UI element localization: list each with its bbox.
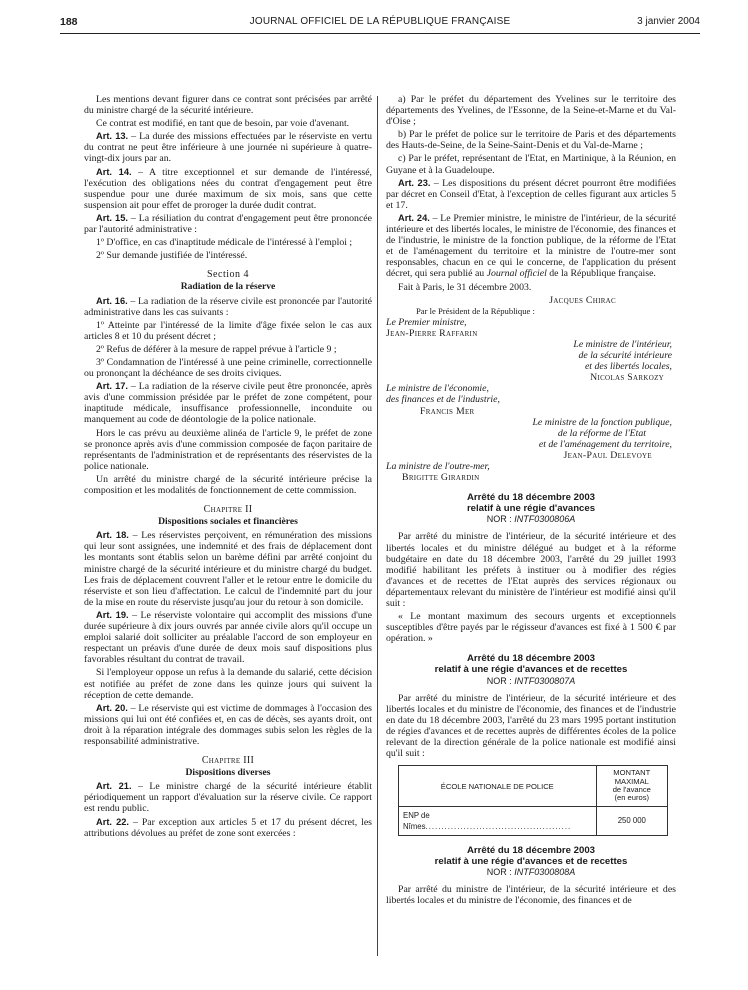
page-number: 188 — [60, 16, 78, 28]
article-text: – La durée des missions effectuées par le réserviste en vertu du contrat ne peut être inférieure à une journée ni supérieure à quatre-vingt-dix jours par an. — [84, 131, 372, 165]
signature-title: de la sécurité intérieure — [578, 350, 672, 362]
chapter-heading: Chapitre II — [203, 504, 253, 516]
article-17 — [84, 381, 372, 425]
article-label: Art. 24. — [398, 212, 430, 223]
chapter-title: Dispositions diverses — [185, 767, 271, 779]
article-label: Art. 18. — [96, 530, 129, 541]
article-label: Art. 23. — [398, 177, 431, 188]
list-item: b) Par le préfet de police sur le territoire de Paris et des départements des Hauts-de-Seine, de la Seine-Saint-Denis et du Val-de-Marne ; — [386, 129, 676, 152]
paragraph: Par arrêté du ministre de l'intérieur, de la sécurité intérieure et des libertés locales et du ministre de l'économie, des finances et de l'industrie en date du 18 décembre 2003, l'arrêté du 23 mars 1995 portant institution de régies d'avances et de recettes auprès de différentes écoles de la police relevant de la direction générale de la police nationale est modifié ainsi qu'il suit : — [386, 692, 676, 760]
article-label: Art. 13. — [96, 131, 129, 142]
journal-title: JOURNAL OFFICIEL DE LA RÉPUBLIQUE FRANÇAISE — [249, 16, 511, 27]
decree-subtitle: relatif à une régie d'avances et de recettes — [434, 664, 628, 675]
issue-date: 3 janvier 2004 — [637, 16, 700, 27]
article-24 — [386, 213, 676, 280]
article-text: – Les dispositions du présent décret pourront être modifiées par décret en Conseil d'Etat, à l'exception de celles figurant aux articles 5 et 17. — [386, 177, 676, 211]
signature-name: Nicolas Sarkozy — [590, 372, 664, 384]
nor-value: INTF0300808A — [514, 867, 576, 878]
list-item: 1º Atteinte par l'intéressé de la limite d'âge fixée selon le cas aux articles 8 et 10 du présent décret ; — [84, 319, 372, 342]
signature-title: Le ministre de l'intérieur, — [573, 338, 672, 350]
signature-name: Francis Mer — [420, 405, 475, 417]
signature-title: et des libertés locales, — [584, 361, 672, 373]
table-row — [399, 806, 668, 835]
section-title: Radiation de la réserve — [180, 281, 276, 293]
article-label: Art. 22. — [96, 816, 130, 827]
article-label: Art. 16. — [96, 295, 128, 306]
signature-intro: Par le Président de la République : — [416, 305, 535, 316]
section-heading: Section 4 — [207, 269, 249, 281]
paragraph: Par arrêté du ministre de l'intérieur, de la sécurité intérieure et des libertés locales et du ministre de l'économie, des finances et de — [386, 884, 676, 907]
article-21 — [84, 781, 372, 814]
table-header-amount — [596, 766, 667, 807]
article-text: – Le réserviste qui est victime de dommages à l'occasion des missions qui lui ont été confiées et, en cas de décès, ses ayants droit, ont droit à la réparation intégrale des dommages subis selon les règles de la responsabilité administrative. — [84, 702, 372, 747]
nor-label: NOR : — [486, 867, 515, 878]
signature-name: Jean-Paul Delevoye — [563, 449, 652, 461]
signature-president: Jacques Chirac — [549, 294, 616, 306]
list-item: 3º Condamnation de l'intéressé à une peine criminelle, correctionnelle ou prononçant la déchéance de ses droits civiques. — [84, 356, 372, 380]
article-label: Art. 21. — [96, 781, 132, 792]
article-label: Art. 20. — [96, 702, 128, 713]
signature-title: des finances et de l'industrie, — [386, 394, 500, 406]
advance-table — [398, 765, 668, 836]
paragraph: Les mentions devant figurer dans ce contrat sont précisées par arrêté du ministre chargé de la sécurité intérieure. — [84, 94, 372, 117]
nor-label: NOR : — [486, 675, 515, 686]
nor-value: INTF0300806A — [514, 514, 576, 525]
article-23 — [386, 178, 676, 211]
table-header-row — [399, 766, 668, 807]
paragraph: « Le montant maximum des secours urgents et exceptionnels susceptibles d'être payés par le régisseur d'avances est fixé à 1 500 € par opération. » — [386, 611, 676, 645]
article-text: – La radiation de la réserve civile peut être prononcée, après avis d'une commission présidée par le préfet de zone compétent, pour inaptitude médicale, insuffisance professionnelle, inconduite ou manquement au code de déontologie de la police nationale. — [84, 381, 372, 426]
signature-name: Jean-Pierre Raffarin — [386, 327, 478, 339]
header-line: de l'avance — [612, 785, 651, 795]
nor-value: INTF0300807A — [514, 675, 576, 686]
signature-title: La ministre de l'outre-mer, — [386, 461, 490, 472]
list-item: 2º Sur demande justifiée de l'intéressé. — [96, 250, 248, 262]
article-14 — [84, 167, 372, 211]
signature-title: de la réforme de l'Etat — [557, 427, 646, 439]
article-text: de la République française. — [546, 268, 656, 280]
article-text: – Le Premier ministre, le ministre de l'intérieur, de la sécurité intérieure et des libertés locales, le ministre de l'économie, des finances et de l'industrie, le ministre de la fonction publique, de la réforme de l'Etat et de l'aménagement du territoire et la ministre de l'outre-mer sont responsables, chacun en ce qui le concerne, de l'application du présent décret, qui sera publié au — [386, 212, 676, 280]
paragraph: Hors le cas prévu au deuxième alinéa de l'article 9, le préfet de zone se prononce après avis d'une commission composée de façon paritaire de représentants de l'administration et de représentants des réservistes de la police nationale. — [84, 427, 372, 472]
article-label: Art. 19. — [96, 609, 129, 620]
nor-reference — [386, 676, 676, 687]
article-text: – A titre exceptionnel et sur demande de l'intéressé, l'exécution des obligations nées du contrat d'engagement peut être suspendue pour une durée maximum de six mois, sans que cette suspension ait pour effet de proroger la durée dudit contrat. — [84, 166, 372, 211]
article-20 — [84, 703, 372, 747]
article-text: – Le ministre chargé de la sécurité intérieure établit périodiquement un rapport d'évaluation sur la réserve civile. Ce rapport est rendu public. — [84, 781, 372, 815]
article-13 — [84, 131, 372, 164]
table-cell-amount: 250 000 — [596, 806, 667, 835]
decree-subtitle: relatif à une régie d'avances — [466, 502, 596, 514]
nor-label: NOR : — [486, 514, 515, 525]
journal-name: Journal officiel — [486, 268, 547, 280]
article-label: Art. 15. — [96, 212, 128, 223]
decree-subtitle: relatif à une régie d'avances et de recettes — [434, 855, 628, 867]
signature-title: et de l'aménagement du territoire, — [538, 438, 672, 450]
leader-dots: .............................................. — [425, 821, 572, 831]
article-16 — [84, 296, 372, 318]
list-item: 1º D'office, en cas d'inaptitude médicale de l'intéressé à l'emploi ; — [96, 237, 353, 249]
chapter-heading: Chapitre III — [201, 755, 255, 767]
decree-title: Arrêté du 18 décembre 2003 — [467, 653, 595, 665]
article-15 — [84, 213, 372, 235]
right-column — [386, 94, 676, 909]
header-line: (en euros) — [614, 793, 650, 803]
paragraph: Ce contrat est modifié, en tant que de besoin, par voie d'avenant. — [96, 118, 350, 130]
nor-reference — [386, 867, 676, 878]
header-line: MONTANT MAXIMAL — [613, 768, 651, 786]
article-label: Art. 14. — [96, 166, 132, 177]
article-19 — [84, 610, 372, 665]
signature-title: Le ministre de la fonction publique, — [532, 416, 672, 428]
signature-title: Le Premier ministre, — [386, 316, 467, 328]
signature-title: Le ministre de l'économie, — [386, 383, 489, 395]
article-text: – Par exception aux articles 5 et 17 du présent décret, les attributions dévolues au préfet de zone sont exercées : — [84, 816, 372, 839]
date-place: Fait à Paris, le 31 décembre 2003. — [398, 281, 532, 293]
article-text: – La résiliation du contrat d'engagement peut être prononcée par l'autorité administrative : — [84, 212, 372, 236]
list-item: c) Par le préfet, représentant de l'Etat, en Martinique, à la Réunion, en Guyane et à la Guadeloupe. — [386, 153, 676, 176]
decree-title: Arrêté du 18 décembre 2003 — [467, 492, 595, 504]
school-name: ENP de Nîmes — [403, 810, 430, 831]
article-22 — [84, 817, 372, 839]
paragraph: Si l'employeur oppose un refus à la demande du salarié, cette décision est notifiée au préfet de zone dans les quinze jours qui suivent la réception de cette demande. — [84, 667, 372, 701]
decree-title: Arrêté du 18 décembre 2003 — [467, 845, 595, 857]
article-text: – Le réserviste volontaire qui accomplit des missions d'une durée supérieure à dix jours ouvrés par année civile alors qu'il occupe un emploi salarié doit solliciter au préalable l'accord de son employeur en respectant un préavis d'une durée de deux mois sauf dispositions plus favorables résultant du contrat de travail. — [84, 609, 372, 666]
nor-reference — [386, 514, 676, 525]
article-18 — [84, 530, 372, 608]
article-text: – Les réservistes perçoivent, en rémunération des missions qui leur sont assignées, une indemnité et des frais de déplacement dont les montants sont établis selon un barème défini par arrêté conjoint du ministre chargé de la sécurité intérieure et du ministre chargé du budget. Les frais de déplacement couvrent l'aller et le retour entre le domicile du réserviste et son lieu d'affectation. Le calcul de l'indemnité part du jour de la mise en route du réserviste jusqu'au jour du retour à son domicile. — [84, 530, 372, 608]
table-header-school: ÉCOLE NATIONALE DE POLICE — [399, 766, 597, 807]
column-separator — [377, 96, 378, 956]
list-item: 2º Refus de déférer à la mesure de rappel prévue à l'article 9 ; — [96, 343, 337, 355]
article-label: Art. 17. — [96, 381, 128, 392]
paragraph: Par arrêté du ministre de l'intérieur, de la sécurité intérieure et des libertés locales et du ministre délégué au budget et à la réforme budgétaire en date du 18 décembre 2003, l'arrêté du 29 juillet 1993 modifié habilitant les préfets à instituer ou à modifier des régies d'avances et de recettes de l'Etat auprès des services régionaux ou départementaux relevant du ministère de l'intérieur est modifié ainsi qu'il suit : — [386, 531, 676, 610]
paragraph: Un arrêté du ministre chargé de la sécurité intérieure précise la composition et les modalités de fonctionnement de cette commission. — [84, 473, 372, 496]
left-column — [84, 94, 372, 841]
signature-name: Brigitte Girardin — [402, 472, 480, 484]
list-item: a) Par le préfet du département des Yvelines sur le territoire des départements des Yvelines, de l'Essonne, de la Seine-et-Marne et du Val-d'Oise ; — [386, 94, 676, 128]
table-cell-school — [399, 806, 597, 835]
chapter-title: Dispositions sociales et financières — [158, 516, 298, 528]
article-text: – La radiation de la réserve civile est prononcée par l'autorité administrative dans les cas suivants : — [84, 295, 372, 318]
header-rule — [60, 33, 700, 34]
